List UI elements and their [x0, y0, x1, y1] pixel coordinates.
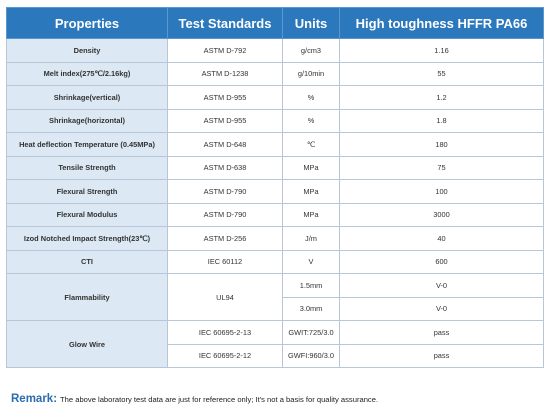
- table-row: [7, 133, 544, 157]
- standard-cell: IEC 60695-2-12: [168, 344, 283, 368]
- unit-cell: 3.0mm: [283, 297, 340, 321]
- unit-cell: GWIT:725/3.0: [283, 321, 340, 345]
- standard-cell: ASTM D-256: [168, 227, 283, 251]
- property-cell: CTI: [7, 250, 168, 274]
- value-cell: 40: [340, 227, 544, 251]
- table-row: [7, 109, 544, 133]
- property-cell: Tensile Strength: [7, 156, 168, 180]
- table-row: [7, 86, 544, 110]
- table-header-row: [7, 8, 544, 39]
- unit-cell: 1.5mm: [283, 274, 340, 298]
- property-cell: Density: [7, 39, 168, 63]
- standard-cell: ASTM D-1238: [168, 62, 283, 86]
- standard-cell: UL94: [168, 274, 283, 321]
- standard-cell: ASTM D-790: [168, 203, 283, 227]
- value-cell: 3000: [340, 203, 544, 227]
- property-cell: Izod Notched Impact Strength(23℃): [7, 227, 168, 251]
- unit-cell: V: [283, 250, 340, 274]
- remark-text: The above laboratory test data are just for reference only; It's not a basis for quality assurance.: [60, 395, 379, 404]
- value-cell: 75: [340, 156, 544, 180]
- unit-cell: J/m: [283, 227, 340, 251]
- value-cell: 180: [340, 133, 544, 157]
- table-row: [7, 274, 544, 298]
- table-row: [7, 203, 544, 227]
- header-product: High toughness HFFR PA66: [340, 8, 544, 39]
- property-cell: Heat deflection Temperature (0.45MPa): [7, 133, 168, 157]
- standard-cell: ASTM D-648: [168, 133, 283, 157]
- standard-cell: IEC 60695-2-13: [168, 321, 283, 345]
- value-cell: pass: [340, 344, 544, 368]
- standard-cell: ASTM D-955: [168, 109, 283, 133]
- unit-cell: MPa: [283, 203, 340, 227]
- value-cell: V-0: [340, 274, 544, 298]
- table-row: [7, 227, 544, 251]
- value-cell: 55: [340, 62, 544, 86]
- value-cell: 100: [340, 180, 544, 204]
- value-cell: pass: [340, 321, 544, 345]
- value-cell: 1.2: [340, 86, 544, 110]
- table-row: [7, 250, 544, 274]
- table-row: [7, 156, 544, 180]
- value-cell: V-0: [340, 297, 544, 321]
- standard-cell: ASTM D-955: [168, 86, 283, 110]
- value-cell: 600: [340, 250, 544, 274]
- property-cell: Flexural Strength: [7, 180, 168, 204]
- standard-cell: IEC 60112: [168, 250, 283, 274]
- property-cell: Glow Wire: [7, 321, 168, 368]
- unit-cell: %: [283, 86, 340, 110]
- standard-cell: ASTM D-792: [168, 39, 283, 63]
- property-cell: Flexural Modulus: [7, 203, 168, 227]
- property-cell: Melt index(275℃/2.16kg): [7, 62, 168, 86]
- table-row: [7, 321, 544, 345]
- unit-cell: g/10min: [283, 62, 340, 86]
- header-properties: Properties: [7, 8, 168, 39]
- table-row: [7, 180, 544, 204]
- unit-cell: GWFI:960/3.0: [283, 344, 340, 368]
- unit-cell: MPa: [283, 156, 340, 180]
- header-test-standards: Test Standards: [168, 8, 283, 39]
- unit-cell: %: [283, 109, 340, 133]
- value-cell: 1.16: [340, 39, 544, 63]
- standard-cell: ASTM D-638: [168, 156, 283, 180]
- table-row: [7, 39, 544, 63]
- header-units: Units: [283, 8, 340, 39]
- remark-note: [11, 393, 378, 405]
- table-row: [7, 62, 544, 86]
- standard-cell: ASTM D-790: [168, 180, 283, 204]
- property-cell: Shrinkage(vertical): [7, 86, 168, 110]
- unit-cell: ℃: [283, 133, 340, 157]
- property-cell: Shrinkage(horizontal): [7, 109, 168, 133]
- property-cell: Flammability: [7, 274, 168, 321]
- unit-cell: g/cm3: [283, 39, 340, 63]
- remark-label: Remark:: [11, 393, 58, 405]
- value-cell: 1.8: [340, 109, 544, 133]
- unit-cell: MPa: [283, 180, 340, 204]
- properties-table: [6, 7, 544, 368]
